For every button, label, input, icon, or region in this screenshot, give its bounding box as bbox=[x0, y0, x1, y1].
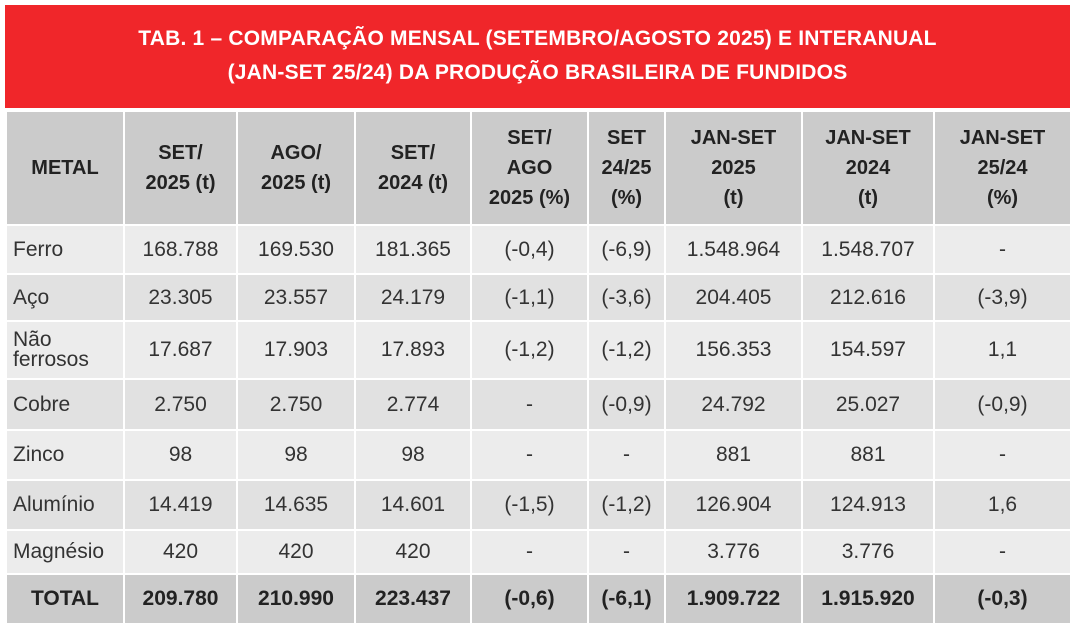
value-cell: 1,1 bbox=[934, 321, 1071, 379]
column-header-line: 2025 bbox=[711, 157, 756, 179]
column-header-line: METAL bbox=[31, 157, 99, 179]
column-header-line: SET bbox=[607, 127, 646, 149]
table-row bbox=[6, 480, 1071, 530]
metal-name-cell: Alumínio bbox=[6, 480, 124, 530]
value-cell: 23.305 bbox=[124, 274, 237, 321]
column-header-line: AGO bbox=[506, 157, 553, 179]
value-cell: (-0,4) bbox=[471, 225, 588, 274]
table-row bbox=[6, 530, 1071, 574]
value-cell: - bbox=[471, 530, 588, 574]
value-cell: 1.548.964 bbox=[665, 225, 802, 274]
value-cell: (-1,2) bbox=[471, 321, 588, 379]
value-cell: 881 bbox=[665, 430, 802, 480]
total-value-cell: 1.915.920 bbox=[802, 574, 934, 624]
value-cell: (-6,9) bbox=[588, 225, 665, 274]
column-header-line: JAN-SET bbox=[825, 127, 911, 149]
value-cell: (-3,9) bbox=[934, 274, 1071, 321]
table-title-line-2: (JAN-SET 25/24) DA PRODUÇÃO BRASILEIRA DE FUNDIDOS bbox=[227, 61, 848, 84]
value-cell: (-0,9) bbox=[588, 379, 665, 430]
table-header-row bbox=[6, 111, 1071, 225]
column-header-line: 25/24 bbox=[977, 157, 1028, 179]
column-header-line: JAN-SET bbox=[959, 127, 1046, 149]
column-header-line: (t) bbox=[858, 187, 878, 209]
total-value-cell: (-0,6) bbox=[471, 574, 588, 624]
value-cell: 420 bbox=[355, 530, 471, 574]
total-value-cell: 1.909.722 bbox=[665, 574, 802, 624]
metal-name-cell: Zinco bbox=[6, 430, 124, 480]
value-cell: 17.893 bbox=[355, 321, 471, 379]
value-cell: 14.601 bbox=[355, 480, 471, 530]
total-row bbox=[6, 574, 1071, 624]
value-cell: (-1,5) bbox=[471, 480, 588, 530]
column-header-line: AGO/ bbox=[270, 142, 322, 164]
value-cell: - bbox=[934, 530, 1071, 574]
column-header-line: 24/25 bbox=[601, 157, 652, 179]
total-value-cell: (-0,3) bbox=[934, 574, 1071, 624]
column-header-8 bbox=[934, 111, 1071, 225]
value-cell: 24.179 bbox=[355, 274, 471, 321]
value-cell: 98 bbox=[124, 430, 237, 480]
column-header-1 bbox=[124, 111, 237, 225]
value-cell: (-0,9) bbox=[934, 379, 1071, 430]
value-cell: 126.904 bbox=[665, 480, 802, 530]
column-header-line: SET/ bbox=[390, 142, 436, 164]
value-cell: 2.774 bbox=[355, 379, 471, 430]
value-cell: 25.027 bbox=[802, 379, 934, 430]
table-row bbox=[6, 274, 1071, 321]
value-cell: 881 bbox=[802, 430, 934, 480]
column-header-7 bbox=[802, 111, 934, 225]
value-cell: 156.353 bbox=[665, 321, 802, 379]
value-cell: 2.750 bbox=[237, 379, 355, 430]
value-cell: 154.597 bbox=[802, 321, 934, 379]
column-header-4 bbox=[471, 111, 588, 225]
value-cell: (-1,2) bbox=[588, 321, 665, 379]
column-header-2 bbox=[237, 111, 355, 225]
table-row bbox=[6, 430, 1071, 480]
metal-name-cell: Magnésio bbox=[6, 530, 124, 574]
column-header-line: SET/ bbox=[158, 142, 203, 164]
column-header-line: 2025 (t) bbox=[145, 172, 216, 194]
column-header-line: 2025 (t) bbox=[260, 172, 332, 194]
value-cell: 1.548.707 bbox=[802, 225, 934, 274]
column-header-3 bbox=[355, 111, 471, 225]
value-cell: 17.687 bbox=[124, 321, 237, 379]
table-title-line-1: TAB. 1 – COMPARAÇÃO MENSAL (SETEMBRO/AGOSTO 2025) E INTERANUAL bbox=[138, 27, 937, 50]
total-value-cell: (-6,1) bbox=[588, 574, 665, 624]
total-value-cell: 223.437 bbox=[355, 574, 471, 624]
column-header-line: (t) bbox=[723, 187, 744, 209]
value-cell: 14.419 bbox=[124, 480, 237, 530]
value-cell: 169.530 bbox=[237, 225, 355, 274]
column-header-line: JAN-SET bbox=[690, 127, 777, 149]
value-cell: - bbox=[471, 430, 588, 480]
value-cell: 212.616 bbox=[802, 274, 934, 321]
column-header-0 bbox=[6, 111, 124, 225]
value-cell: 24.792 bbox=[665, 379, 802, 430]
column-header-5 bbox=[588, 111, 665, 225]
value-cell: 181.365 bbox=[355, 225, 471, 274]
table-row bbox=[6, 379, 1071, 430]
value-cell: 14.635 bbox=[237, 480, 355, 530]
metal-name-cell: Aço bbox=[6, 274, 124, 321]
value-cell: (-1,2) bbox=[588, 480, 665, 530]
value-cell: - bbox=[471, 379, 588, 430]
value-cell: 1,6 bbox=[934, 480, 1071, 530]
column-header-line: 2024 bbox=[845, 157, 891, 179]
column-header-line: SET/ bbox=[507, 127, 552, 149]
column-header-line: (%) bbox=[986, 187, 1019, 209]
value-cell: 2.750 bbox=[124, 379, 237, 430]
value-cell: - bbox=[934, 225, 1071, 274]
value-cell: (-1,1) bbox=[471, 274, 588, 321]
foundry-production-table bbox=[5, 110, 1072, 625]
table-body bbox=[6, 225, 1071, 624]
value-cell: - bbox=[934, 430, 1071, 480]
value-cell: 3.776 bbox=[802, 530, 934, 574]
column-header-line: 2025 (%) bbox=[488, 187, 571, 209]
metal-name-cell: Não ferrosos bbox=[6, 321, 124, 379]
column-header-6 bbox=[665, 111, 802, 225]
value-cell: 168.788 bbox=[124, 225, 237, 274]
value-cell: 98 bbox=[237, 430, 355, 480]
total-label-cell: TOTAL bbox=[6, 574, 124, 624]
value-cell: 23.557 bbox=[237, 274, 355, 321]
table-title bbox=[5, 5, 1070, 108]
value-cell: - bbox=[588, 530, 665, 574]
value-cell: 17.903 bbox=[237, 321, 355, 379]
value-cell: 204.405 bbox=[665, 274, 802, 321]
value-cell: - bbox=[588, 430, 665, 480]
metal-name-cell: Ferro bbox=[6, 225, 124, 274]
column-header-line: (%) bbox=[610, 187, 643, 209]
metal-name-cell: Cobre bbox=[6, 379, 124, 430]
value-cell: 420 bbox=[237, 530, 355, 574]
table-row bbox=[6, 225, 1071, 274]
column-header-line: 2024 (t) bbox=[377, 172, 449, 194]
value-cell: 98 bbox=[355, 430, 471, 480]
total-value-cell: 210.990 bbox=[237, 574, 355, 624]
value-cell: 3.776 bbox=[665, 530, 802, 574]
value-cell: 420 bbox=[124, 530, 237, 574]
total-value-cell: 209.780 bbox=[124, 574, 237, 624]
value-cell: (-3,6) bbox=[588, 274, 665, 321]
table-row bbox=[6, 321, 1071, 379]
value-cell: 124.913 bbox=[802, 480, 934, 530]
